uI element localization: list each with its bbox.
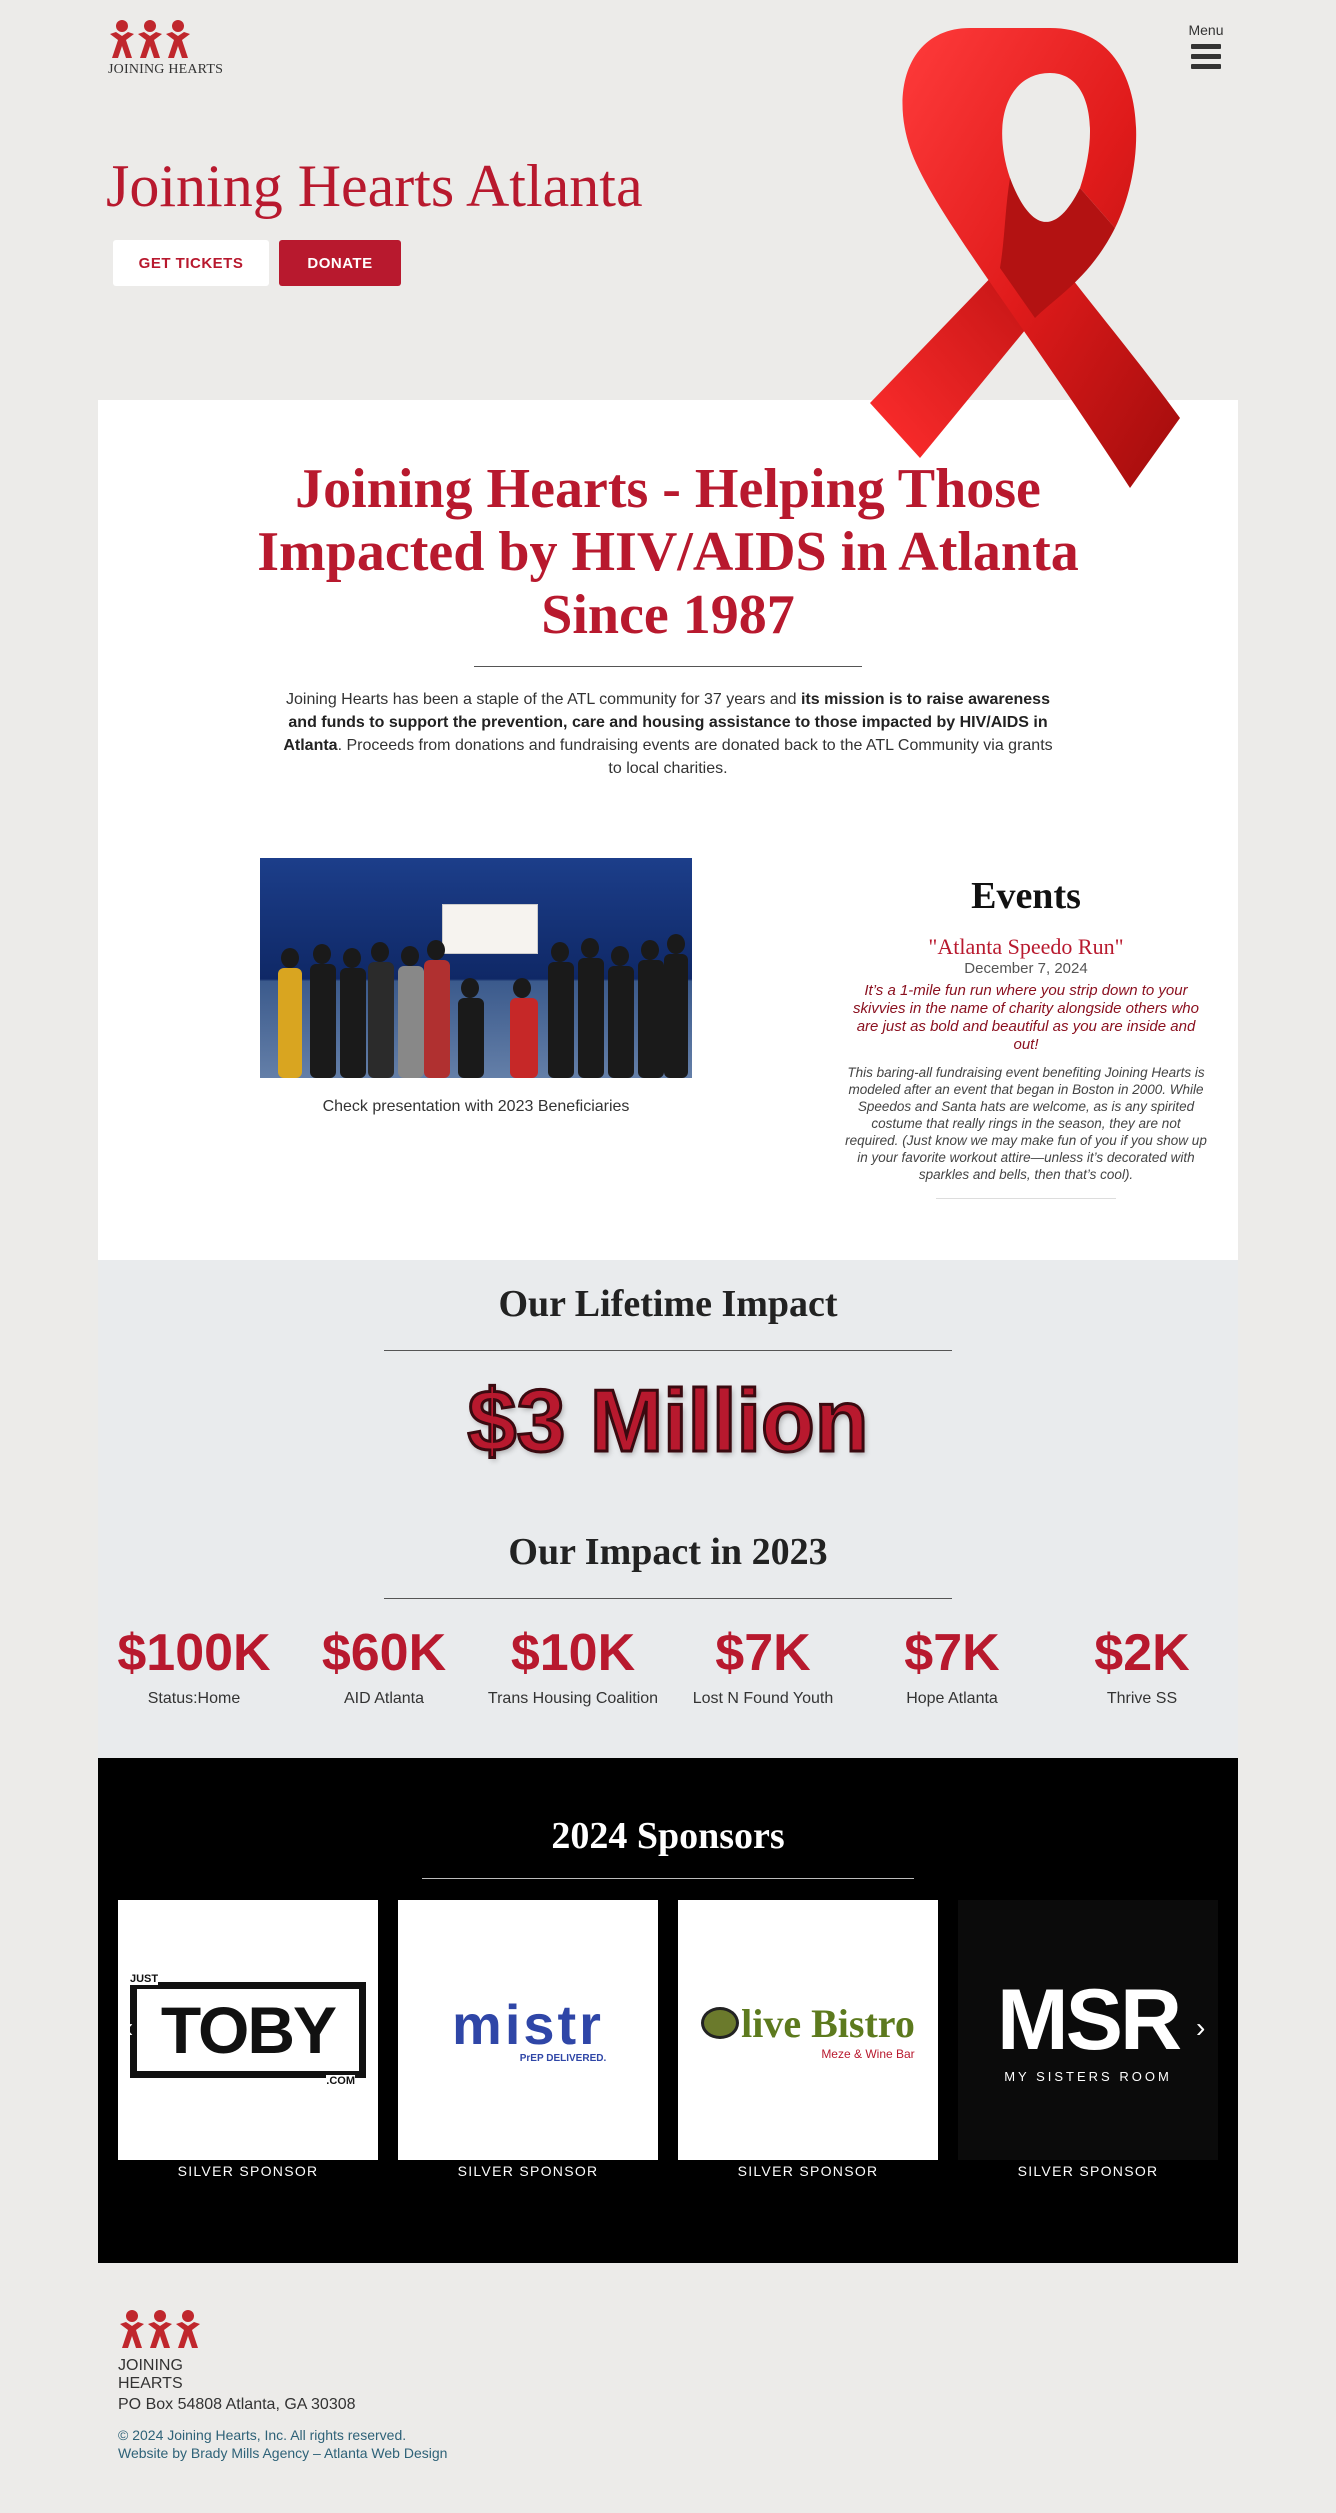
menu-label: Menu xyxy=(1188,22,1224,38)
carousel-prev-arrow-icon[interactable]: ‹ xyxy=(124,2012,134,2043)
event-tagline: It’s a 1-mile fun run where you strip down to your skivvies in the name of charity alongside others who are just as bold and beautiful as you are inside and out! xyxy=(852,982,1199,1053)
photo-caption: Check presentation with 2023 Beneficiaries xyxy=(322,1098,630,1115)
mission-title: Joining Hearts - Helping Those Impacted by HIV/AIDS in Atlanta Since 1987 xyxy=(257,458,1079,646)
stat-value: $7K xyxy=(904,1624,1000,1682)
donate-button[interactable]: DONATE xyxy=(279,240,401,286)
sponsors-heading: 2024 Sponsors xyxy=(551,1815,785,1857)
stat-label: Thrive SS xyxy=(1106,1690,1178,1707)
sponsor-level: SILVER SPONSOR xyxy=(177,2163,319,2179)
get-tickets-button[interactable]: GET TICKETS xyxy=(113,240,269,286)
lifetime-divider xyxy=(384,1350,952,1351)
footer-copyright: © 2024 Joining Hearts, Inc. All rights reserved. xyxy=(118,2427,407,2443)
impact-stat xyxy=(862,1622,1042,1708)
stat-value: $100K xyxy=(117,1624,271,1682)
stat-label: Hope Atlanta xyxy=(906,1690,998,1707)
sponsor-card-toby[interactable] xyxy=(118,1900,378,2160)
intro-text-bold: its mission is to raise awareness and funds to support the prevention, care and housing assistance to those impacted by HIV/AIDS in Atlanta xyxy=(283,691,1050,754)
menu-button[interactable] xyxy=(1184,22,1228,74)
sponsor-level: SILVER SPONSOR xyxy=(1017,2163,1159,2179)
footer-address: PO Box 54808 Atlanta, GA 30308 xyxy=(118,2396,356,2413)
lifetime-impact-heading: Our Lifetime Impact xyxy=(498,1283,838,1325)
mistr-tagline: PrEP DELIVERED. xyxy=(519,2052,607,2064)
olive-bistro-wordmark: live Bistro xyxy=(741,2000,915,2046)
footer-credit-link[interactable]: Website by Brady Mills Agency – Atlanta Web Design xyxy=(118,2445,448,2461)
stat-value: $10K xyxy=(510,1624,636,1682)
stat-value: $2K xyxy=(1094,1624,1190,1682)
lifetime-impact-value: $3 Million xyxy=(467,1371,869,1470)
intro-text-start: Joining Hearts has been a staple of the ATL community for 37 years and xyxy=(286,691,801,708)
stat-label: Lost N Found Youth xyxy=(692,1690,834,1707)
logo-text: JOINING HEARTS xyxy=(108,62,224,77)
toby-small-top: JUST xyxy=(130,1973,159,1985)
toby-small-bottom: .COM xyxy=(326,2075,355,2087)
events-divider xyxy=(936,1198,1116,1199)
footer-logo[interactable] xyxy=(118,2308,242,2392)
joining-hearts-figures-icon xyxy=(118,2308,242,2352)
msr-wordmark: MSR xyxy=(996,1971,1180,2068)
joining-hearts-figures-icon xyxy=(108,18,232,62)
impact-stat xyxy=(104,1622,284,1708)
mission-intro xyxy=(278,688,1058,780)
hero-title: Joining Hearts Atlanta xyxy=(106,153,643,219)
toby-logo xyxy=(130,1973,366,2087)
mistr-wordmark: mistr xyxy=(452,1992,604,2056)
olive-bistro-tagline: Meze & Wine Bar xyxy=(821,2046,915,2061)
toby-wordmark: TOBY xyxy=(160,1993,336,2067)
event-name-link[interactable]: "Atlanta Speedo Run" xyxy=(928,934,1124,959)
sponsor-card-mistr[interactable] xyxy=(398,1900,658,2160)
impact-stat xyxy=(483,1622,663,1708)
beneficiaries-photo xyxy=(260,858,692,1078)
site-logo[interactable] xyxy=(108,18,232,84)
impact-stat xyxy=(1052,1622,1232,1708)
stat-value: $7K xyxy=(715,1624,811,1682)
events-heading: Events xyxy=(971,875,1081,917)
intro-text-end: . Proceeds from donations and fundraising events are donated back to the ATL Community via grants to local charities. xyxy=(337,737,1053,777)
sponsor-card-olive-bistro[interactable] xyxy=(678,1900,938,2160)
olive-bistro-logo xyxy=(701,2000,915,2047)
footer-copyright-block xyxy=(118,2426,447,2462)
logo-text: JOINING HEARTS xyxy=(118,2357,183,2392)
group-people-image xyxy=(260,928,692,1078)
stat-value: $60K xyxy=(321,1624,447,1682)
sponsor-level: SILVER SPONSOR xyxy=(737,2163,879,2179)
year-impact-heading: Our Impact in 2023 xyxy=(508,1531,828,1573)
impact-stat xyxy=(673,1622,853,1708)
event-description: This baring-all fundraising event benefiting Joining Hearts is modeled after an event that began in Boston in 2000. While Speedos and Santa hats are welcome, as is any spirited costume that really rings in the season, they are not required. (Just know we may make fun of you if you show up in your favorite workout attire—unless it’s decorated with sparkles and bells, then that’s cool). xyxy=(845,1065,1207,1182)
sponsor-card-my-sisters-room[interactable] xyxy=(958,1900,1218,2160)
carousel-next-arrow-icon[interactable]: › xyxy=(1196,2012,1206,2043)
msr-tagline: MY SISTERS ROOM xyxy=(1004,2068,1172,2084)
year-divider xyxy=(384,1598,952,1599)
sponsors-divider xyxy=(422,1878,914,1879)
event-date: December 7, 2024 xyxy=(964,960,1088,977)
stat-label: AID Atlanta xyxy=(343,1690,425,1707)
title-divider xyxy=(474,666,862,667)
red-ribbon-icon xyxy=(850,18,1190,493)
sponsor-level: SILVER SPONSOR xyxy=(457,2163,599,2179)
impact-stat xyxy=(294,1622,474,1708)
olive-icon xyxy=(701,2007,739,2039)
stat-label: Status:Home xyxy=(147,1690,241,1707)
stat-label: Trans Housing Coalition xyxy=(487,1690,659,1707)
hamburger-icon xyxy=(1191,44,1221,69)
